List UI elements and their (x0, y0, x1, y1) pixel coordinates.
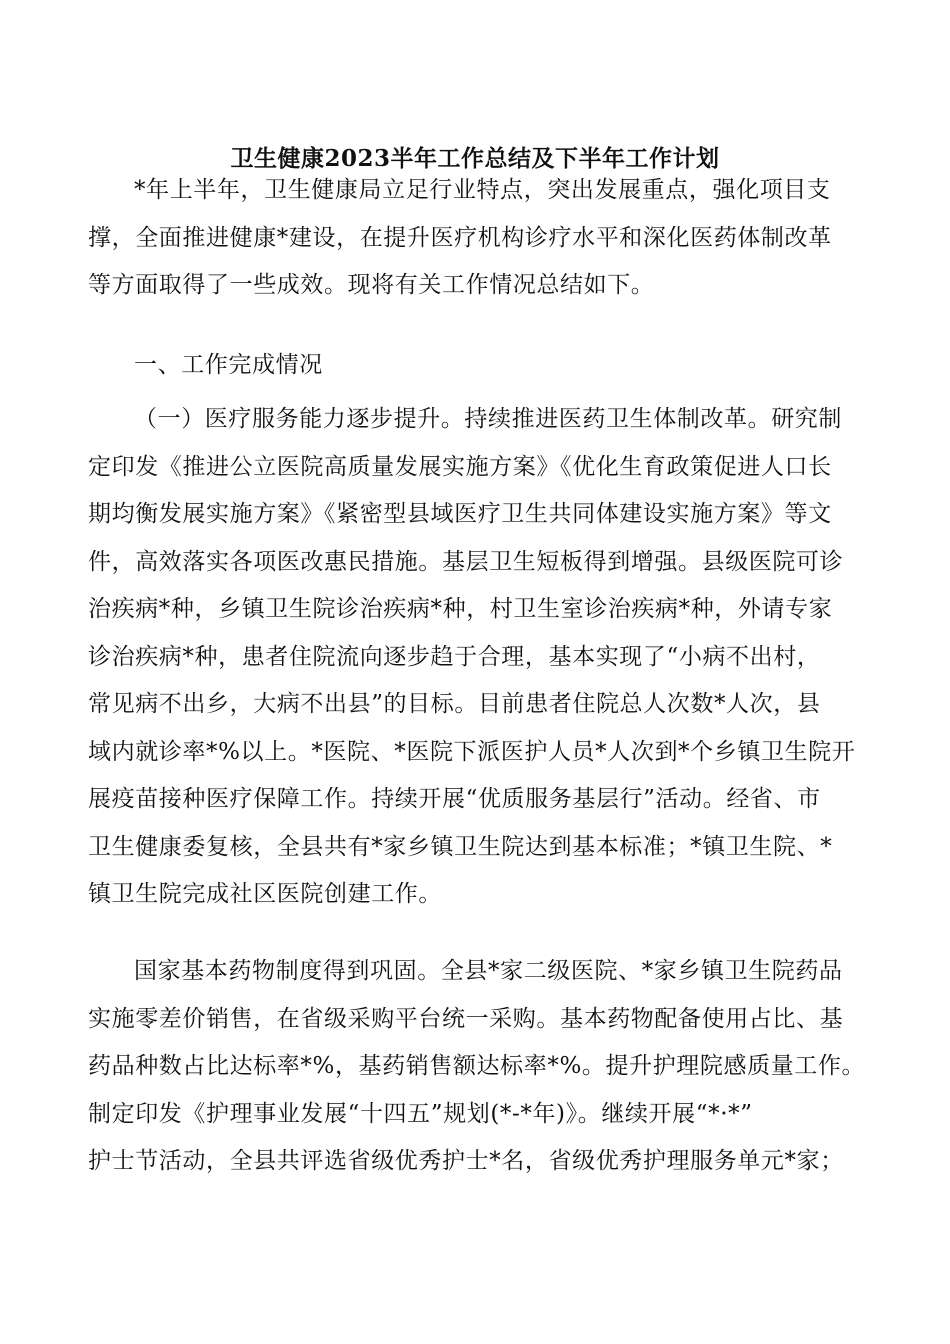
paragraph-line: 制定印发《护理事业发展“十四五”规划(*-*年)》。继续开展“*·*” (88, 1100, 753, 1127)
paragraph-medical-services (88, 396, 862, 919)
paragraph-line: 卫生健康委复核，全县共有*家乡镇卫生院达到基本标准；*镇卫生院、* (88, 833, 833, 860)
section-heading: 一、工作完成情况 (134, 352, 323, 378)
paragraph-line: 常见病不出乡，大病不出县”的目标。目前患者住院总人次数*人次，县 (88, 691, 821, 717)
intro-paragraph (88, 167, 862, 310)
paragraph-line: 治疾病*种，乡镇卫生院诊治疾病*种，村卫生室诊治疾病*种，外请专家 (88, 596, 833, 622)
paragraph-line: 实施零差价销售，在省级采购平台统一采购。基本药物配备使用占比、基 (88, 1005, 844, 1032)
paragraph-line: 护士节活动，全县共评选省级优秀护士*名，省级优秀护理服务单元*家； (88, 1148, 844, 1174)
intro-line: *年上半年，卫生健康局立足行业特点，突出发展重点，强化项目支 (134, 177, 831, 203)
document-title: 卫生健康2023半年工作总结及下半年工作计划 (230, 145, 720, 172)
paragraph-essential-drugs (88, 948, 866, 1186)
paragraph-line: 药品种数占比达标率*%，基药销售额达标率*%。提升护理院感质量工作。 (88, 1053, 866, 1079)
paragraph-line: 展疫苗接种医疗保障工作。持续开展“优质服务基层行”活动。经省、市 (88, 786, 821, 812)
intro-line: 撑，全面推进健康*建设，在提升医疗机构诊疗水平和深化医药体制改革 (88, 224, 832, 251)
paragraph-line: 件，高效落实各项医改惠民措施。基层卫生短板得到增强。县级医院可诊 (88, 548, 844, 575)
intro-line: 等方面取得了一些成效。现将有关工作情况总结如下。 (88, 272, 655, 298)
paragraph-line: 镇卫生院完成社区医院创建工作。 (88, 881, 442, 907)
paragraph-line: 定印发《推进公立医院高质量发展实施方案》《优化生育政策促进人口长 (88, 453, 832, 480)
paragraph-line: 诊治疾病*种，患者住院流向逐步趋于合理，基本实现了“小病不出村， (88, 643, 821, 670)
paragraph-line: 国家基本药物制度得到巩固。全县*家二级医院、*家乡镇卫生院药品 (134, 958, 843, 984)
section-heading-block (88, 342, 862, 390)
paragraph-line: 域内就诊率*%以上。*医院、*医院下派医护人员*人次到*个乡镇卫生院开 (88, 738, 856, 765)
paragraph-line: （一）医疗服务能力逐步提升。持续推进医药卫生体制改革。研究制 (134, 406, 842, 432)
paragraph-line: 期均衡发展实施方案》《紧密型县域医疗卫生共同体建设实施方案》等文 (88, 501, 832, 527)
